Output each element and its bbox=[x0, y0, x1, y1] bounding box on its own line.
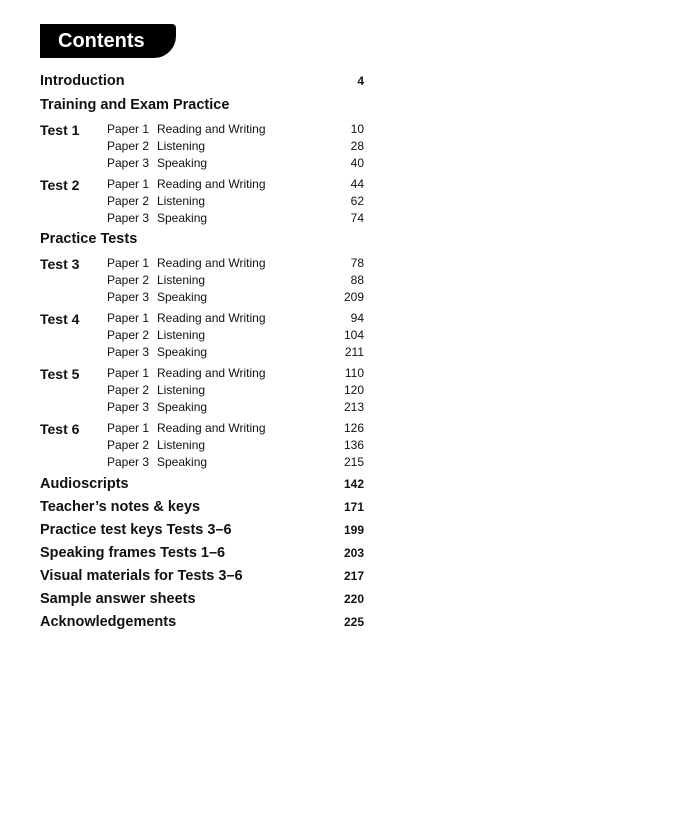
paper-row[interactable] bbox=[107, 176, 364, 193]
paper-skill: Speaking bbox=[157, 455, 208, 469]
paper-number: Paper 3 bbox=[107, 400, 150, 414]
paper-row[interactable] bbox=[107, 289, 364, 306]
paper-row[interactable] bbox=[107, 121, 364, 138]
test-block bbox=[40, 121, 364, 172]
toc-entry-label: Sample answer sheets bbox=[40, 591, 196, 607]
paper-number: Paper 3 bbox=[107, 156, 150, 170]
practice-tests bbox=[40, 255, 364, 471]
toc-entry-page: 203 bbox=[343, 546, 364, 560]
paper-row[interactable] bbox=[107, 310, 364, 327]
back-matter bbox=[40, 473, 364, 634]
toc-entry-label: Audioscripts bbox=[40, 476, 129, 492]
toc-entry-label: Introduction bbox=[40, 73, 125, 89]
paper-skill: Listening bbox=[157, 139, 206, 153]
test-label: Test 2 bbox=[40, 177, 80, 193]
paper-row[interactable] bbox=[107, 454, 364, 471]
training-tests bbox=[40, 121, 364, 227]
toc-entry-page: 217 bbox=[343, 569, 364, 583]
toc-entry[interactable] bbox=[40, 496, 364, 519]
paper-row[interactable] bbox=[107, 420, 364, 437]
test-label: Test 4 bbox=[40, 311, 80, 327]
paper-skill: Reading and Writing bbox=[157, 177, 266, 191]
paper-skill: Listening bbox=[157, 328, 206, 342]
test-label: Test 3 bbox=[40, 256, 80, 272]
paper-list bbox=[107, 255, 364, 306]
toc-entry[interactable] bbox=[40, 588, 364, 611]
toc-entry[interactable] bbox=[40, 565, 364, 588]
paper-skill: Listening bbox=[157, 438, 206, 452]
paper-row[interactable] bbox=[107, 399, 364, 416]
paper-number: Paper 2 bbox=[107, 328, 150, 342]
paper-page-number: 136 bbox=[343, 438, 364, 452]
paper-page-number: 209 bbox=[343, 290, 364, 304]
paper-skill: Reading and Writing bbox=[157, 311, 266, 325]
test-block bbox=[40, 420, 364, 471]
paper-number: Paper 2 bbox=[107, 194, 150, 208]
paper-list bbox=[107, 121, 364, 172]
toc-entry-introduction[interactable] bbox=[40, 70, 364, 93]
paper-list bbox=[107, 365, 364, 416]
test-label: Test 1 bbox=[40, 122, 80, 138]
test-block bbox=[40, 310, 364, 361]
paper-number: Paper 2 bbox=[107, 139, 150, 153]
toc-entry-page: 199 bbox=[343, 523, 364, 537]
paper-row[interactable] bbox=[107, 138, 364, 155]
paper-skill: Listening bbox=[157, 194, 206, 208]
paper-number: Paper 3 bbox=[107, 211, 150, 225]
paper-skill: Listening bbox=[157, 273, 206, 287]
paper-page-number: 94 bbox=[350, 311, 364, 325]
paper-page-number: 44 bbox=[350, 177, 364, 191]
test-block bbox=[40, 365, 364, 416]
paper-row[interactable] bbox=[107, 272, 364, 289]
paper-row[interactable] bbox=[107, 193, 364, 210]
toc-entry-page: 171 bbox=[343, 500, 364, 514]
paper-skill: Speaking bbox=[157, 156, 208, 170]
paper-page-number: 88 bbox=[350, 273, 364, 287]
paper-page-number: 10 bbox=[350, 122, 364, 136]
toc-entry-page: 220 bbox=[343, 592, 364, 606]
paper-page-number: 215 bbox=[343, 455, 364, 469]
toc-entry-page: 4 bbox=[357, 74, 364, 88]
toc-entry-label: Visual materials for Tests 3–6 bbox=[40, 568, 243, 584]
section-heading-practice: Practice Tests bbox=[40, 231, 138, 247]
toc-entry[interactable] bbox=[40, 542, 364, 565]
table-of-contents bbox=[40, 70, 364, 634]
paper-number: Paper 3 bbox=[107, 290, 150, 304]
paper-page-number: 78 bbox=[350, 256, 364, 270]
toc-entry-label: Speaking frames Tests 1–6 bbox=[40, 545, 226, 561]
paper-page-number: 40 bbox=[350, 156, 364, 170]
paper-page-number: 213 bbox=[343, 400, 364, 414]
paper-number: Paper 1 bbox=[107, 256, 150, 270]
test-label: Test 5 bbox=[40, 366, 80, 382]
paper-row[interactable] bbox=[107, 344, 364, 361]
paper-list bbox=[107, 176, 364, 227]
test-label: Test 6 bbox=[40, 421, 80, 437]
section-heading-training: Training and Exam Practice bbox=[40, 97, 230, 113]
paper-page-number: 62 bbox=[350, 194, 364, 208]
paper-list bbox=[107, 310, 364, 361]
contents-banner bbox=[40, 24, 176, 58]
paper-row[interactable] bbox=[107, 155, 364, 172]
toc-entry-label: Acknowledgements bbox=[40, 614, 177, 630]
paper-skill: Speaking bbox=[157, 400, 208, 414]
paper-number: Paper 2 bbox=[107, 438, 150, 452]
toc-entry[interactable] bbox=[40, 473, 364, 496]
paper-skill: Speaking bbox=[157, 345, 208, 359]
paper-row[interactable] bbox=[107, 437, 364, 454]
paper-number: Paper 2 bbox=[107, 273, 150, 287]
paper-skill: Speaking bbox=[157, 211, 208, 225]
test-block bbox=[40, 176, 364, 227]
paper-list bbox=[107, 420, 364, 471]
toc-entry[interactable] bbox=[40, 611, 364, 634]
paper-page-number: 28 bbox=[350, 139, 364, 153]
test-block bbox=[40, 255, 364, 306]
paper-number: Paper 3 bbox=[107, 345, 150, 359]
paper-number: Paper 1 bbox=[107, 177, 150, 191]
paper-page-number: 74 bbox=[350, 211, 364, 225]
paper-skill: Reading and Writing bbox=[157, 122, 266, 136]
toc-entry-page: 225 bbox=[343, 615, 364, 629]
paper-page-number: 126 bbox=[343, 421, 364, 435]
paper-number: Paper 2 bbox=[107, 383, 150, 397]
paper-page-number: 110 bbox=[344, 366, 364, 380]
paper-skill: Speaking bbox=[157, 290, 208, 304]
paper-number: Paper 1 bbox=[107, 311, 150, 325]
toc-entry-label: Practice test keys Tests 3–6 bbox=[40, 522, 232, 538]
paper-skill: Reading and Writing bbox=[157, 366, 266, 380]
paper-skill: Listening bbox=[157, 383, 206, 397]
paper-page-number: 104 bbox=[343, 328, 364, 342]
paper-number: Paper 1 bbox=[107, 122, 150, 136]
paper-number: Paper 1 bbox=[107, 421, 150, 435]
toc-entry-page: 142 bbox=[343, 477, 364, 491]
paper-skill: Reading and Writing bbox=[157, 421, 266, 435]
paper-row[interactable] bbox=[107, 327, 364, 344]
toc-entry[interactable] bbox=[40, 519, 364, 542]
paper-number: Paper 3 bbox=[107, 455, 150, 469]
page-title: Contents bbox=[58, 30, 145, 52]
paper-row[interactable] bbox=[107, 382, 364, 399]
paper-row[interactable] bbox=[107, 255, 364, 272]
paper-row[interactable] bbox=[107, 365, 364, 382]
paper-skill: Reading and Writing bbox=[157, 256, 266, 270]
paper-page-number: 211 bbox=[344, 345, 364, 359]
paper-page-number: 120 bbox=[343, 383, 364, 397]
paper-row[interactable] bbox=[107, 210, 364, 227]
toc-entry-label: Teacher’s notes & keys bbox=[40, 499, 201, 515]
paper-number: Paper 1 bbox=[107, 366, 150, 380]
